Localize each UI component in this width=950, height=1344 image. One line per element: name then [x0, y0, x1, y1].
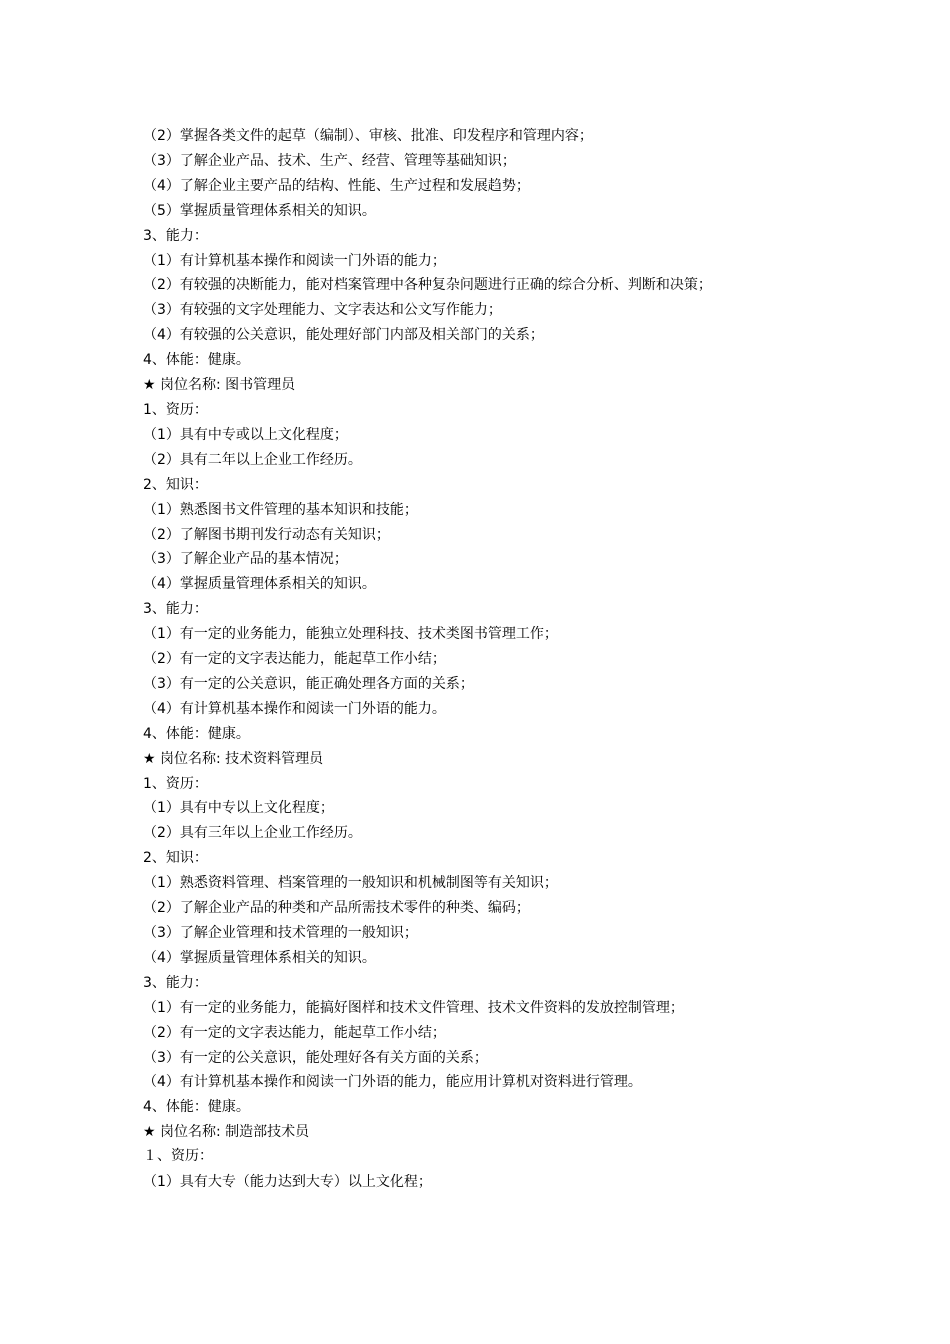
- section-heading: 3、能力：: [143, 974, 208, 991]
- requirement-item: （3）有一定的公关意识，能处理好各有关方面的关系；: [143, 1049, 488, 1066]
- job-title-heading: ★ 岗位名称: 技术资料管理员: [143, 750, 324, 767]
- document-body: [143, 124, 823, 1195]
- requirement-item: （2）掌握各类文件的起草（编制）、审核、批准、印发程序和管理内容；: [143, 128, 593, 144]
- job-title-heading: ★ 岗位名称: 图书管理员: [143, 377, 296, 394]
- requirement-item: （4）有计算机基本操作和阅读一门外语的能力，能应用计算机对资料进行管理。: [143, 1074, 642, 1091]
- section-heading: 2、知识：: [143, 850, 208, 867]
- requirement-item: （3）有较强的文字处理能力、文字表达和公文写作能力；: [143, 302, 502, 319]
- requirement-item: （1）有一定的业务能力，能搞好图样和技术文件管理、技术文件资料的发放控制管理；: [143, 999, 684, 1016]
- requirement-item: （4）有较强的公关意识，能处理好部门内部及相关部门的关系；: [143, 327, 544, 344]
- requirement-item: （2）了解图书期刊发行动态有关知识；: [143, 526, 390, 543]
- requirement-item: （1）熟悉资料管理、档案管理的一般知识和机械制图等有关知识；: [143, 875, 558, 892]
- requirement-item: （3）了解企业产品、技术、生产、经营、管理等基础知识；: [143, 152, 516, 169]
- requirement-item: （1）具有中专以上文化程度；: [143, 800, 334, 817]
- requirement-item: （4）掌握质量管理体系相关的知识。: [143, 576, 376, 593]
- requirement-item: （4）了解企业主要产品的结构、性能、生产过程和发展趋势；: [143, 177, 530, 194]
- section-heading: １、资历：: [143, 1149, 213, 1165]
- section-heading: 3、能力：: [143, 601, 208, 618]
- requirement-item: （2）有一定的文字表达能力，能起草工作小结；: [143, 651, 446, 668]
- requirement-item: （2）有较强的决断能力，能对档案管理中各种复杂问题进行正确的综合分析、判断和决策；: [143, 277, 712, 294]
- section-heading: 4、体能：健康。: [143, 1099, 250, 1116]
- requirement-item: （2）有一定的文字表达能力，能起草工作小结；: [143, 1024, 446, 1041]
- requirement-item: （1）熟悉图书文件管理的基本知识和技能；: [143, 501, 418, 518]
- requirement-item: （1）具有大专（能力达到大专）以上文化程；: [143, 1174, 432, 1191]
- requirement-item: （1）有计算机基本操作和阅读一门外语的能力；: [143, 252, 446, 269]
- job-title-heading: ★ 岗位名称: 制造部技术员: [143, 1124, 310, 1141]
- section-heading: 4、体能：健康。: [143, 725, 250, 742]
- requirement-item: （2）具有二年以上企业工作经历。: [143, 451, 362, 468]
- requirement-item: （1）有一定的业务能力，能独立处理科技、技术类图书管理工作；: [143, 626, 558, 643]
- requirement-item: （3）了解企业产品的基本情况；: [143, 551, 348, 568]
- requirement-item: （2）了解企业产品的种类和产品所需技术零件的种类、编码；: [143, 900, 530, 917]
- requirement-item: （4）掌握质量管理体系相关的知识。: [143, 949, 376, 966]
- requirement-item: （3）了解企业管理和技术管理的一般知识；: [143, 925, 418, 941]
- requirement-item: （2）具有三年以上企业工作经历。: [143, 825, 362, 842]
- section-heading: 3、能力：: [143, 227, 208, 244]
- requirement-item: （5）掌握质量管理体系相关的知识。: [143, 202, 376, 219]
- section-heading: 1、资历：: [143, 401, 208, 418]
- section-heading: 1、资历：: [143, 775, 208, 792]
- requirement-item: （1）具有中专或以上文化程度；: [143, 426, 348, 443]
- requirement-item: （4）有计算机基本操作和阅读一门外语的能力。: [143, 700, 446, 717]
- section-heading: 2、知识：: [143, 476, 208, 493]
- section-heading: 4、体能：健康。: [143, 352, 250, 369]
- requirement-item: （3）有一定的公关意识，能正确处理各方面的关系；: [143, 675, 474, 692]
